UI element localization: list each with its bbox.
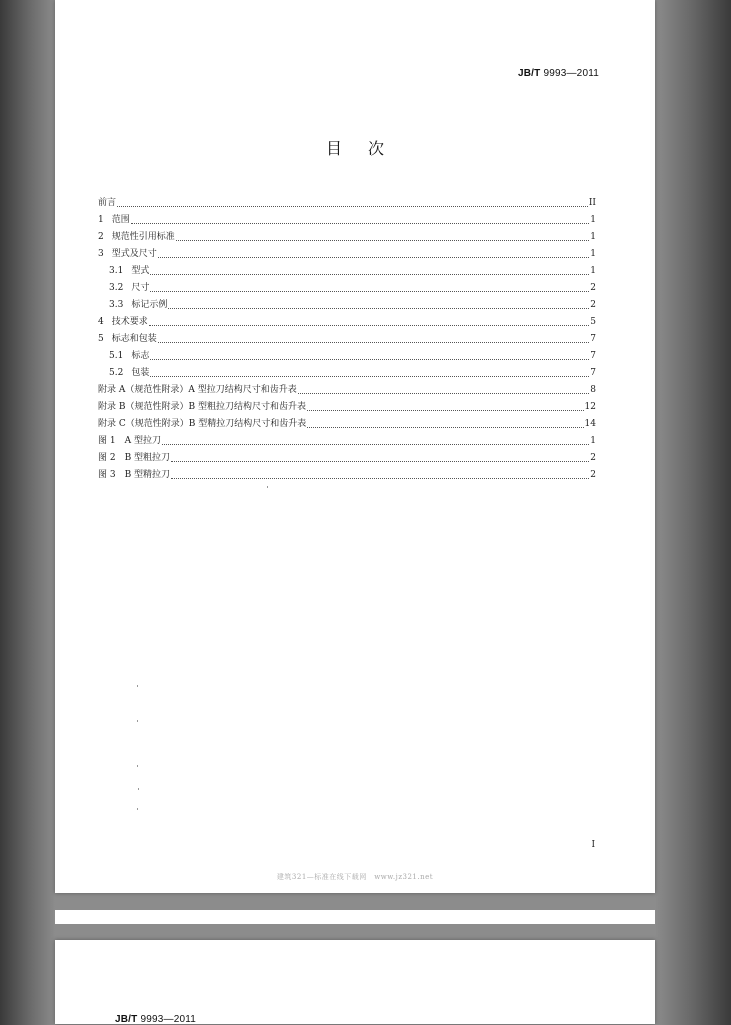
toc-entry-page: 1 [590, 232, 596, 242]
toc-entry[interactable] [98, 345, 596, 362]
toc-entry-title: 标志和包装 [111, 334, 157, 344]
toc-entry-title: 附录 C（规范性附录）B 型精拉刀结构尺寸和齿升表 [98, 419, 307, 429]
toc-entry-title: 包装 [131, 368, 150, 378]
toc-entry[interactable] [98, 464, 596, 481]
toc-entry-page: II [588, 198, 596, 208]
toc-entry-title: 图 3 B 型精拉刀 [98, 470, 171, 480]
toc-entry[interactable] [98, 447, 596, 464]
toc-dot-leader [176, 239, 589, 241]
scan-speck [267, 486, 268, 488]
toc-entry-page: 14 [584, 419, 596, 429]
toc-entry-number: 3.3 [109, 300, 124, 310]
standard-code-number: 9993—2011 [140, 1014, 197, 1025]
toc-entry[interactable] [98, 311, 596, 328]
toc-entry-page: 7 [590, 351, 596, 361]
toc-entry-page: 7 [590, 368, 596, 378]
toc-entry-number: 5 [98, 334, 104, 344]
scan-speck [137, 765, 138, 767]
toc-entry-page: 1 [590, 436, 596, 446]
toc-entry-title: 标记示例 [131, 300, 168, 310]
toc-entry-page: 2 [590, 283, 596, 293]
table-of-contents [98, 192, 596, 481]
scan-speck [138, 788, 139, 790]
toc-entry-number: 3 [98, 249, 104, 259]
toc-entry-page: 12 [584, 402, 596, 412]
toc-entry-page: 1 [590, 266, 596, 276]
toc-dot-leader [158, 341, 589, 343]
standard-code-number: 9993—2011 [543, 68, 599, 79]
toc-dot-leader [150, 273, 589, 275]
toc-entry-page: 5 [590, 317, 596, 327]
page-number: I [591, 840, 595, 850]
toc-entry-page: 2 [590, 453, 596, 463]
toc-entry-number: 1 [98, 215, 104, 225]
toc-entry-title: 附录 B（规范性附录）B 型粗拉刀结构尺寸和齿升表 [98, 402, 306, 412]
toc-entry-title: 前言 [98, 198, 117, 208]
toc-entry-title: 附录 A（规范性附录）A 型拉刀结构尺寸和齿升表 [98, 385, 297, 395]
toc-title: 目次 [325, 139, 410, 158]
toc-entry[interactable] [98, 362, 596, 379]
toc-entry[interactable] [98, 192, 596, 209]
toc-entry[interactable] [98, 396, 596, 413]
toc-entry-number: 5.1 [109, 351, 124, 361]
standard-code-prefix: JB/T [115, 1014, 138, 1025]
toc-entry-title: 标志 [131, 351, 150, 361]
toc-entry-number: 2 [98, 232, 104, 242]
toc-dot-leader [150, 290, 589, 292]
standard-code-prefix: JB/T [517, 68, 541, 79]
toc-dot-leader [150, 375, 589, 377]
toc-entry[interactable] [98, 226, 596, 243]
toc-dot-leader [307, 426, 583, 428]
document-page-2 [55, 940, 655, 1024]
toc-entry-number: 3.1 [109, 266, 124, 276]
toc-entry[interactable] [98, 277, 596, 294]
toc-entry[interactable] [98, 413, 596, 430]
toc-dot-leader [171, 460, 589, 462]
toc-entry[interactable] [98, 209, 596, 226]
document-page-1 [55, 0, 655, 893]
toc-entry-title: 技术要求 [111, 317, 148, 327]
toc-entry[interactable] [98, 430, 596, 447]
toc-dot-leader [149, 324, 589, 326]
toc-entry-number: 5.2 [109, 368, 124, 378]
toc-entry-title: 图 1 A 型拉刀 [98, 436, 161, 446]
toc-entry-title: 图 2 B 型粗拉刀 [98, 453, 171, 463]
toc-entry[interactable] [98, 379, 596, 396]
toc-entry-page: 2 [590, 300, 596, 310]
toc-entry-page: 8 [590, 385, 596, 395]
toc-entry[interactable] [98, 243, 596, 260]
toc-dot-leader [168, 307, 589, 309]
toc-entry-number: 3.2 [109, 283, 124, 293]
toc-entry-page: 1 [590, 249, 596, 259]
toc-entry[interactable] [98, 294, 596, 311]
toc-entry-page: 7 [590, 334, 596, 344]
toc-entry-page: 2 [590, 470, 596, 480]
toc-dot-leader [171, 477, 589, 479]
toc-entry-title: 型式及尺寸 [111, 249, 157, 259]
toc-dot-leader [117, 205, 588, 207]
standard-code-header [518, 68, 599, 79]
toc-dot-leader [158, 256, 589, 258]
toc-entry-title: 尺寸 [131, 283, 150, 293]
toc-dot-leader [150, 358, 589, 360]
toc-entry-number: 4 [98, 317, 104, 327]
standard-code-header [115, 1014, 196, 1025]
toc-dot-leader [298, 392, 589, 394]
scan-speck [137, 685, 138, 687]
toc-entry-title: 规范性引用标准 [111, 232, 175, 242]
toc-entry-page: 1 [590, 215, 596, 225]
toc-entry[interactable] [98, 260, 596, 277]
toc-dot-leader [131, 222, 589, 224]
scan-speck [137, 720, 138, 722]
footer-watermark: 建筑321—标准在线下载网 www.jz321.net [276, 873, 434, 881]
toc-entry-title: 范围 [111, 215, 130, 225]
toc-entry-title: 型式 [131, 266, 150, 276]
toc-entry[interactable] [98, 328, 596, 345]
scan-speck [137, 808, 138, 810]
page-gap-strip [55, 910, 655, 924]
toc-dot-leader [162, 443, 589, 445]
toc-dot-leader [307, 409, 584, 411]
